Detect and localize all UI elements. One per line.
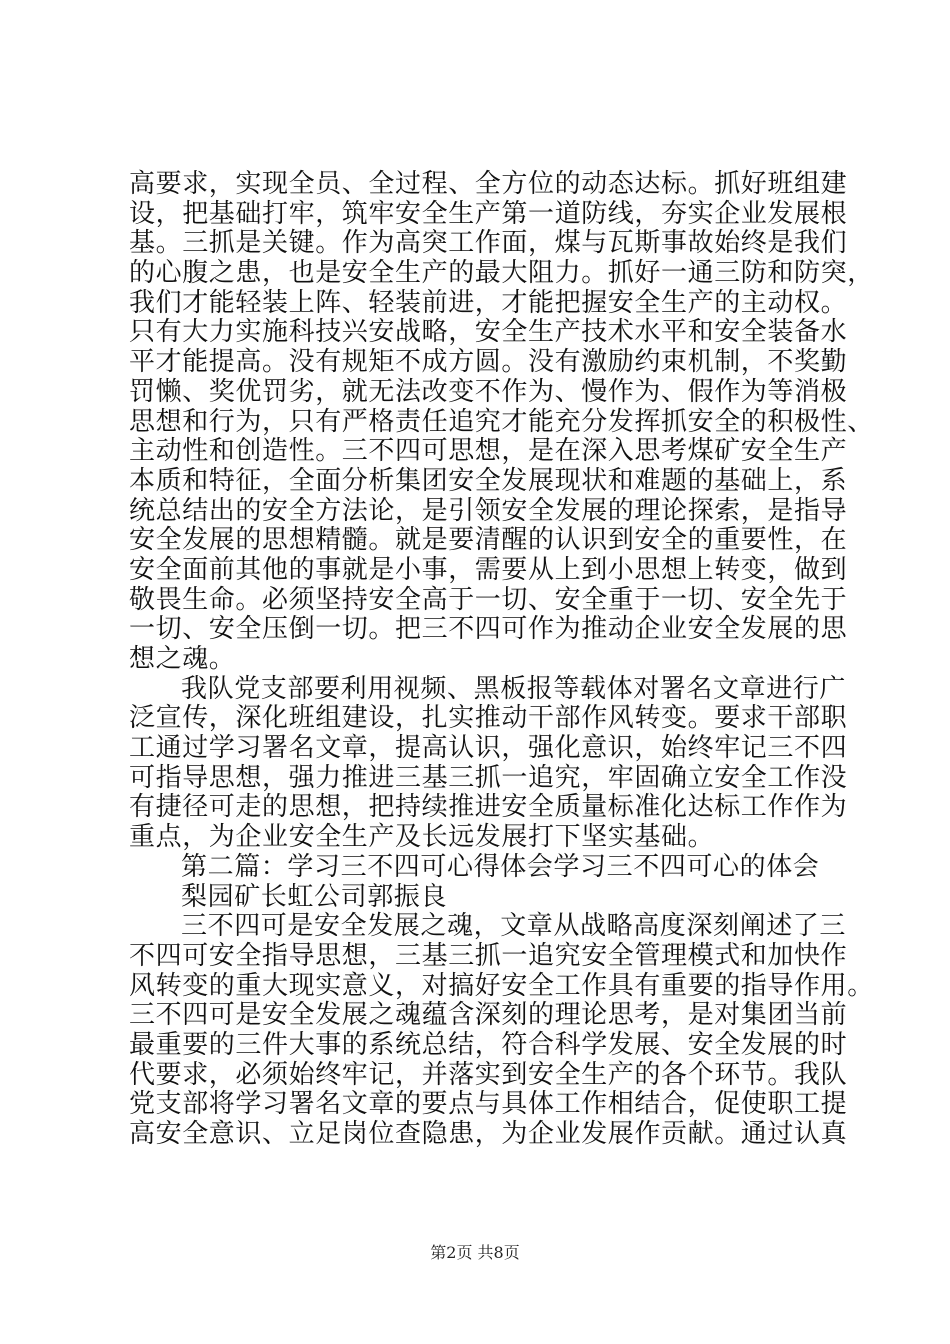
text-line: 不四可安全指导思想，三基三抓一追究安全管理模式和加快作: [129, 940, 848, 971]
text-line: 主动性和创造性。三不四可思想，是在深入思考煤矿安全生产: [129, 436, 848, 467]
text-line: 一切、安全压倒一切。把三不四可作为推动企业安全发展的思: [129, 614, 848, 645]
text-line: 安全发展的思想精髓。就是要清醒的认识到安全的重要性，在: [129, 525, 848, 556]
text-line: 有捷径可走的思想，把持续推进安全质量标准化达标工作作为: [129, 792, 848, 823]
text-line: 统总结出的安全方法论，是引领安全发展的理论探索，是指导: [129, 495, 848, 526]
text-line: 高安全意识、立足岗位查隐患，为企业发展作贡献。通过认真: [129, 1119, 848, 1149]
text-line: 泛宣传，深化班组建设，扎实推动干部作风转变。要求干部职: [129, 703, 848, 734]
text-line: 设，把基础打牢，筑牢安全生产第一道防线，夯实企业发展根: [129, 198, 848, 229]
text-line: 思想和行为，只有严格责任追究才能充分发挥抓安全的积极性、: [129, 406, 874, 437]
text-line: 重点，为企业安全生产及长远发展打下坚实基础。: [129, 822, 715, 853]
text-line: 本质和特征，全面分析集团安全发展现状和难题的基础上，系: [129, 465, 848, 496]
paragraph-start-line: 我队党支部要利用视频、黑板报等载体对署名文章进行广: [181, 673, 847, 704]
text-line: 高要求，实现全员、全过程、全方位的动态达标。抓好班组建: [129, 169, 848, 199]
text-line: 平才能提高。没有规矩不成方圆。没有激励约束机制，不奖勤: [129, 347, 848, 378]
text-line: 安全面前其他的事就是小事，需要从上到小思想上转变，做到: [129, 554, 848, 585]
text-line: 只有大力实施科技兴安战略，安全生产技术水平和安全装备水: [129, 317, 848, 348]
text-line: 我们才能轻装上阵、轻装前进，才能把握安全生产的主动权。: [129, 287, 848, 318]
section-heading: 第二篇：学习三不四可心得体会学习三不四可心的体会: [181, 851, 820, 882]
text-line: 风转变的重大现实意义，对搞好安全工作具有重要的指导作用。: [129, 970, 874, 1001]
author-line: 梨园矿长虹公司郭振良: [181, 881, 448, 912]
text-line: 代要求，必须始终牢记，并落实到安全生产的各个环节。我队: [129, 1059, 848, 1090]
document-body: [129, 169, 874, 1150]
paragraph-start-line: 三不四可是安全发展之魂，文章从战略高度深刻阐述了三: [181, 911, 847, 942]
text-line: 党支部将学习署名文章的要点与具体工作相结合，促使职工提: [129, 1089, 848, 1120]
text-line: 最重要的三件大事的系统总结，符合科学发展、安全发展的时: [129, 1029, 848, 1060]
text-line: 可指导思想，强力推进三基三抓一追究，牢固确立安全工作没: [129, 762, 848, 793]
text-line: 敬畏生命。必须坚持安全高于一切、安全重于一切、安全先于: [129, 584, 848, 615]
text-line: 想之魂。: [129, 644, 236, 674]
text-line: 的心腹之患，也是安全生产的最大阻力。抓好一通三防和防突，: [129, 258, 874, 289]
text-line: 罚懒、奖优罚劣，就无法改变不作为、慢作为、假作为等消极: [129, 376, 848, 407]
text-line: 工通过学习署名文章，提高认识，强化意识，始终牢记三不四: [129, 733, 848, 764]
text-line: 三不四可是安全发展之魂蕴含深刻的理论思考，是对集团当前: [129, 1000, 848, 1031]
text-line: 基。三抓是关键。作为高突工作面，煤与瓦斯事故始终是我们: [129, 228, 848, 259]
page-number-footer: 第2页 共8页: [430, 1243, 520, 1262]
